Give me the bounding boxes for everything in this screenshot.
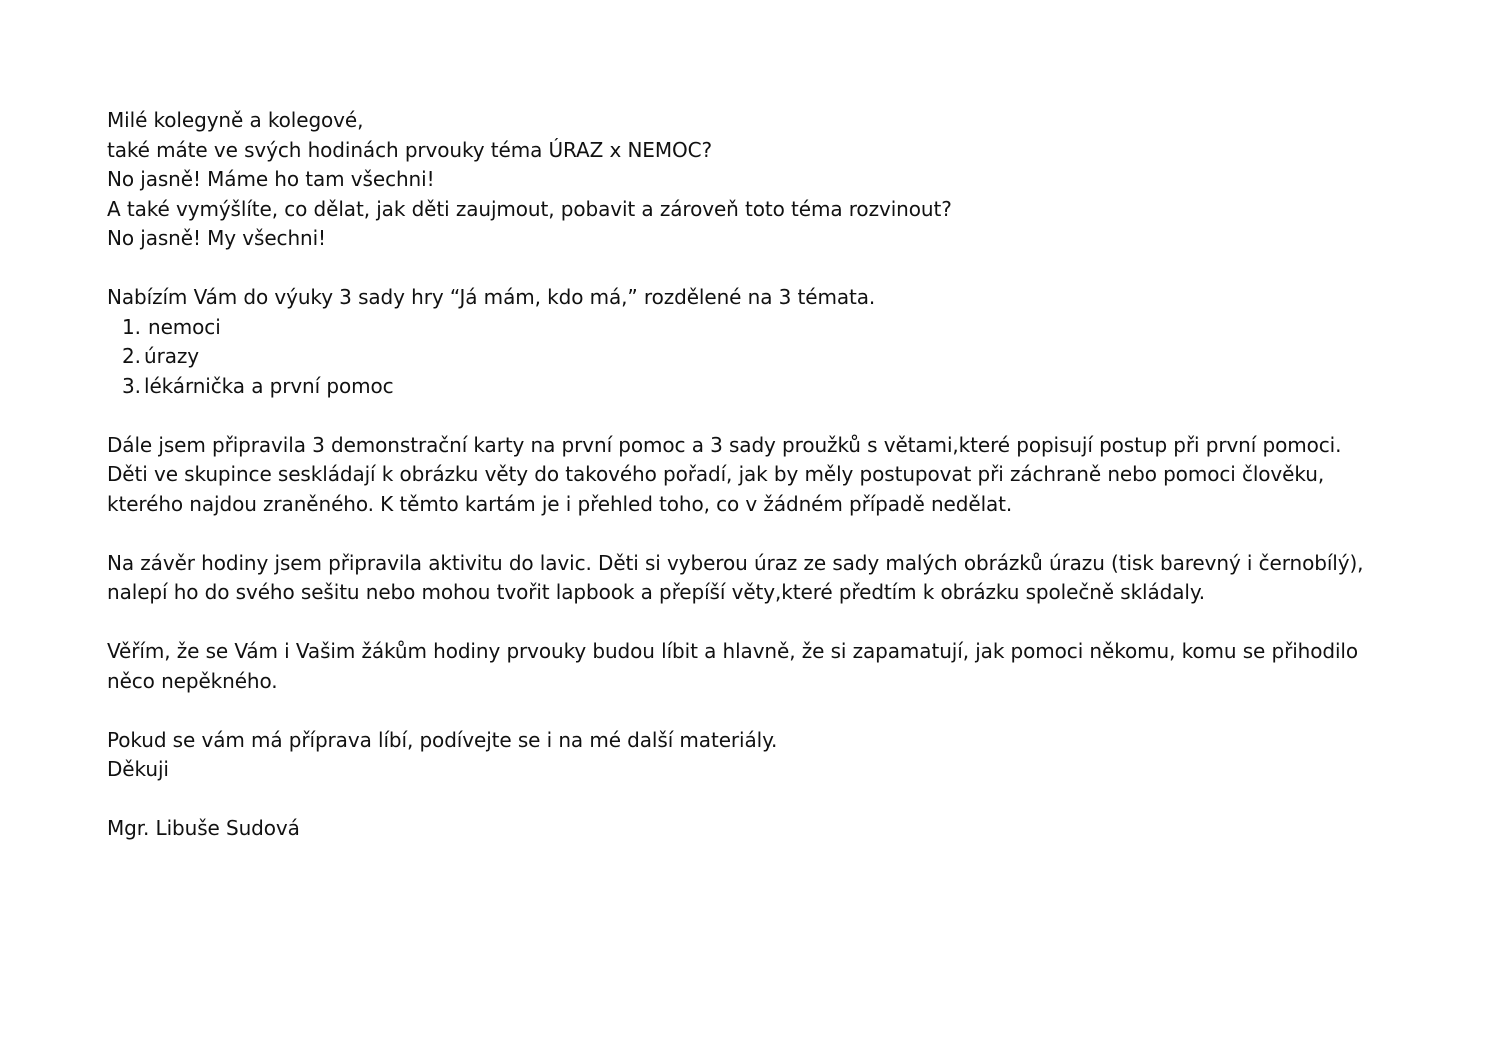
list-number: 3. bbox=[122, 373, 141, 398]
greeting-line: No jasně! My všechni! bbox=[107, 226, 326, 250]
greeting-line: také máte ve svých hodinách prvouky téma ÚRAZ x NEMOC? bbox=[107, 137, 713, 162]
list-number: 1. bbox=[122, 314, 141, 339]
greeting-line: A také vymýšlíte, co dělat, jak děti zaujmout, pobavit a zároveň toto téma rozvinout? bbox=[107, 196, 952, 221]
offer-intro: Nabízím Vám do výuky 3 sady hry “Já mám, kdo má,” rozdělené na 3 témata. bbox=[107, 285, 876, 309]
paragraph-gap bbox=[107, 608, 1407, 638]
activity-line: Na závěr hodiny jsem připravila aktivitu do lavic. Děti si vyberou úraz ze sady malých obrázků úrazu (tisk barevný i černobílý), bbox=[107, 550, 1364, 575]
greeting-paragraph bbox=[107, 106, 1407, 254]
paragraph-gap bbox=[107, 401, 1407, 431]
cards-line: kterého najdou zraněného. K těmto kartám je i přehled toho, co v žádném případě nedělat. bbox=[107, 491, 1013, 516]
closing-line: Pokud se vám má příprava líbí, podívejte se i na mé další materiály. bbox=[107, 727, 778, 752]
paragraph-gap bbox=[107, 696, 1407, 726]
offer-paragraph bbox=[107, 283, 1407, 401]
list-item bbox=[107, 372, 1407, 402]
belief-paragraph bbox=[107, 637, 1407, 696]
list-label: lékárnička a první pomoc bbox=[144, 373, 394, 398]
paragraph-gap bbox=[107, 254, 1407, 284]
list-number: 2. bbox=[122, 344, 141, 368]
paragraph-gap bbox=[107, 785, 1407, 815]
belief-line: Věřím, že se Vám i Vašim žákům hodiny prvouky budou líbit a hlavně, že si zapamatují, jak pomoci někomu, komu se přihodilo bbox=[107, 639, 1359, 663]
closing-line: Děkuji bbox=[107, 757, 169, 781]
greeting-line: Milé kolegyně a kolegové, bbox=[107, 108, 364, 132]
topic-list bbox=[107, 313, 1407, 402]
list-label: nemoci bbox=[148, 314, 221, 339]
list-item bbox=[107, 313, 1407, 343]
list-label: úrazy bbox=[144, 344, 199, 368]
cards-line: Dále jsem připravila 3 demonstrační karty na první pomoc a 3 sady proužků s větami,které popisují postup při první pomoci. bbox=[107, 432, 1342, 457]
document-body bbox=[107, 106, 1407, 844]
activity-paragraph bbox=[107, 549, 1407, 608]
list-item bbox=[107, 342, 1407, 372]
belief-line: něco nepěkného. bbox=[107, 668, 278, 693]
closing-paragraph bbox=[107, 726, 1407, 785]
activity-line: nalepí ho do svého sešitu nebo mohou tvořit lapbook a přepíší věty,které předtím k obrázku společně skládaly. bbox=[107, 580, 1206, 604]
signature: Mgr. Libuše Sudová bbox=[107, 816, 300, 840]
cards-line: Děti ve skupince seskládají k obrázku věty do takového pořadí, jak by měly postupovat při záchraně nebo pomoci člověku, bbox=[107, 462, 1325, 486]
cards-paragraph bbox=[107, 431, 1407, 520]
greeting-line: No jasně! Máme ho tam všechni! bbox=[107, 167, 435, 191]
paragraph-gap bbox=[107, 519, 1407, 549]
